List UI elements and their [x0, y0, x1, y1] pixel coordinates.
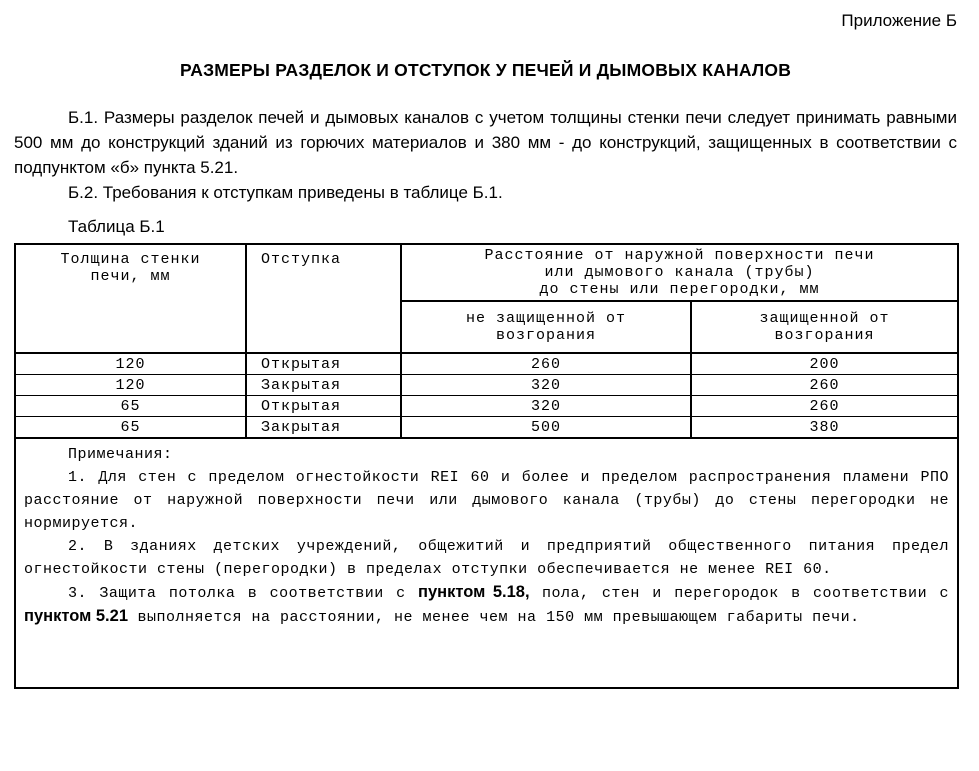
- table-row: [15, 353, 958, 375]
- header-line: Расстояние от наружной поверхности печи: [484, 247, 875, 264]
- notes-label: Примечания:: [68, 446, 173, 463]
- header-line: Отступка: [261, 251, 342, 268]
- clearance-table: [14, 243, 959, 689]
- cell-thickness: 65: [15, 396, 246, 417]
- paragraph-b2: Б.2. Требования к отступкам приведены в таблице Б.1.: [68, 183, 503, 202]
- note-3-text: 3. Защита потолка в соответствии с: [68, 585, 419, 602]
- header-line: не защищенной от: [465, 310, 627, 327]
- paragraph-b1: Б.1. Размеры разделок печей и дымовых каналов с учетом толщины стенки печи следует принимать равными 500 мм до конструкций зданий из горючих материалов и 380 мм - до конструкций, защищенных в соответствии с подпунктом «б» пункта 5.21.: [14, 108, 957, 177]
- note-1: 1. Для стен с пределом огнестойкости REI 60 и более и пределом распространения пламени РПО расстояние от наружной поверхности печи или дымового канала (трубы) до стены перегородки не нормируется.: [24, 469, 949, 532]
- cell-unprotected: 260: [401, 353, 691, 375]
- note-3-ref-521: пунктом 5.21: [24, 607, 128, 625]
- subheader-protected: [691, 301, 958, 353]
- header-line: или дымового канала (трубы): [544, 264, 815, 281]
- table-caption: Таблица Б.1: [68, 217, 165, 236]
- note-3-text: перегородок в соответствии с: [674, 585, 949, 602]
- table-row: [15, 375, 958, 396]
- cell-otstupka: Открытая: [246, 353, 401, 375]
- cell-unprotected: 320: [401, 375, 691, 396]
- header-line: возгорания: [495, 327, 596, 344]
- cell-thickness: 120: [15, 353, 246, 375]
- appendix-label: Приложение Б: [841, 11, 957, 30]
- header-wall-thickness: [15, 244, 246, 353]
- note-3-ref-518: пунктом 5.18,: [418, 583, 530, 601]
- header-distance: [401, 244, 958, 301]
- cell-protected: 260: [691, 396, 958, 417]
- header-line: защищенной от: [759, 310, 890, 327]
- cell-otstupka: Закрытая: [246, 417, 401, 439]
- note-2: 2. В зданиях детских учреждений, общежитий и предприятий общественного питания предел огнестойкости стены (перегородки) в пределах отступки обеспечивается не менее REI 60.: [24, 538, 949, 578]
- table-header-row: [15, 244, 958, 301]
- cell-protected: 380: [691, 417, 958, 439]
- header-line: возгорания: [774, 327, 875, 344]
- table-row: [15, 417, 958, 439]
- header-otstupka: [246, 244, 401, 353]
- note-3: [24, 581, 949, 629]
- cell-thickness: 120: [15, 375, 246, 396]
- cell-unprotected: 500: [401, 417, 691, 439]
- cell-protected: 260: [691, 375, 958, 396]
- header-line: до стены или перегородки, мм: [539, 281, 820, 298]
- page-title: РАЗМЕРЫ РАЗДЕЛОК И ОТСТУПОК У ПЕЧЕЙ И ДЫМОВЫХ КАНАЛОВ: [179, 60, 792, 80]
- header-line: Толщина стенки: [60, 251, 201, 268]
- notes-cell: [15, 438, 958, 688]
- cell-otstupka: Закрытая: [246, 375, 401, 396]
- header-line: печи, мм: [90, 268, 171, 285]
- cell-unprotected: 320: [401, 396, 691, 417]
- subheader-unprotected: [401, 301, 691, 353]
- cell-protected: 200: [691, 353, 958, 375]
- note-3-text: выполняется на расстоянии, не менее чем на 150 мм превышающем габариты печи.: [128, 609, 860, 626]
- table-notes-row: [15, 438, 958, 688]
- note-3-text: пола, стен и: [529, 585, 675, 602]
- cell-thickness: 65: [15, 417, 246, 439]
- cell-otstupka: Открытая: [246, 396, 401, 417]
- table-row: [15, 396, 958, 417]
